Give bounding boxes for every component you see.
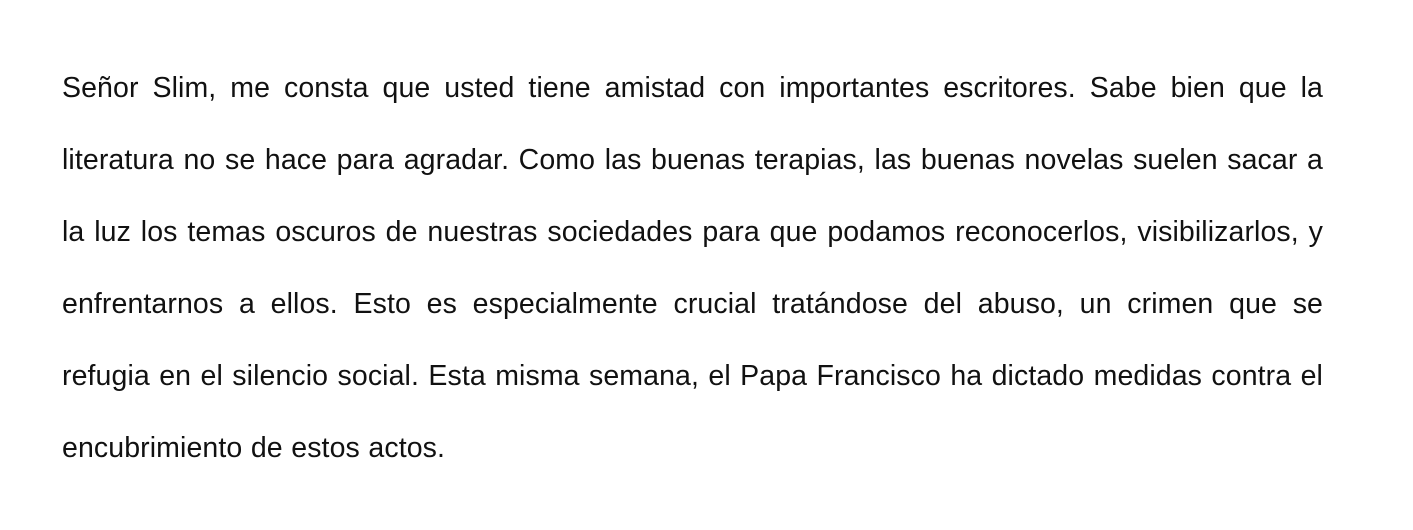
document-paragraph: Señor Slim, me consta que usted tiene amistad con importantes escritores. Sabe bien que la literatura no se hace para agradar. Como las buenas terapias, las buenas novelas suelen sacar a la luz los temas oscuros de nuestras sociedades para que podamos reconocerlos, visibilizarlos, y enfrentarnos a ellos. Esto es especialmente crucial tratándose del abuso, un crimen que se refugia en el silencio social. Esta misma semana, el Papa Francisco ha dictado medidas contra el encubrimiento de estos actos. <box>62 72 1323 464</box>
